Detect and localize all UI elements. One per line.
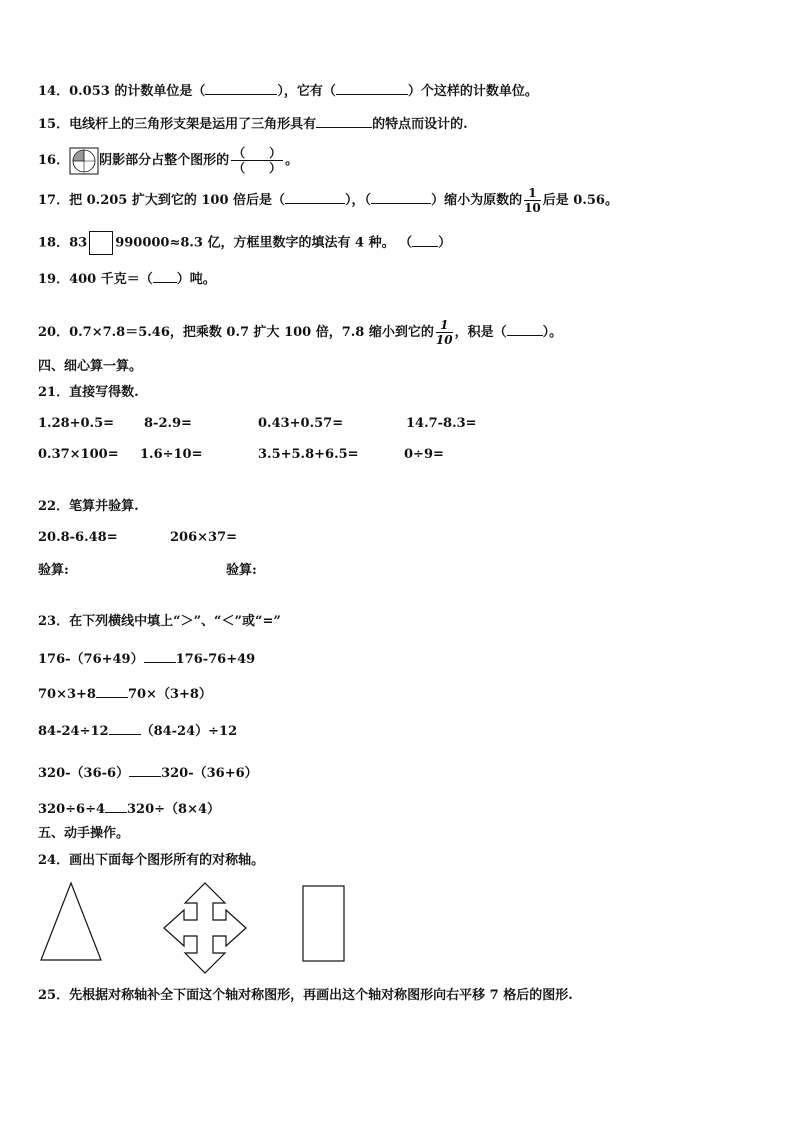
compare-row: 84-24÷12 （84-24）÷12: [38, 724, 238, 739]
compare-blank[interactable]: [129, 764, 161, 777]
rectangle-figure[interactable]: [300, 884, 348, 964]
question-18: 18．83 990000≈8.3 亿，方框里数字的填法有 4 种。 （ ）: [38, 231, 451, 256]
compare-row: 320-（36-6） 320-（36+6）: [38, 766, 258, 781]
calc-item: 3.5+5.8+6.5=: [258, 447, 359, 462]
compare-blank[interactable]: [144, 650, 176, 663]
digit-box[interactable]: [89, 231, 113, 255]
question-22: 22．笔算并验算.: [38, 499, 139, 514]
calc-item: 14.7-8.3=: [406, 416, 477, 431]
calc-item: 0.43+0.57=: [258, 416, 344, 431]
answer-blank[interactable]: [507, 323, 543, 336]
compare-blank[interactable]: [109, 722, 141, 735]
answer-blank[interactable]: [412, 234, 438, 247]
section-heading: 四、细心算一算。: [38, 359, 143, 374]
question-20: 20．0.7×7.8＝5.46，把乘数 0.7 扩大 100 倍，7.8 缩小到它的 $\frac{1}{10}$ ，积是（ ）。: [38, 318, 563, 347]
question-16: 16． 阴影部分占整个图形的 $\frac{( )}{( )}$ 。: [38, 146, 299, 175]
compare-row: 70×3+8 70×（3+8）: [38, 687, 212, 702]
question-24: 24．画出下面每个图形所有的对称轴。: [38, 853, 265, 868]
answer-blank[interactable]: [336, 82, 408, 95]
answer-blank[interactable]: [316, 115, 372, 128]
question-23: 23．在下列横线中填上“＞”、“＜”或“=”: [38, 614, 281, 629]
answer-blank[interactable]: [371, 191, 431, 204]
compare-row: 176-（76+49） 176-76+49: [38, 652, 256, 667]
compare-blank[interactable]: [96, 685, 128, 698]
question-19: 19．400 千克＝（ ）吨。: [38, 272, 216, 287]
answer-blank[interactable]: [153, 270, 177, 283]
question-25: 25．先根据对称轴补全下面这个轴对称图形，再画出这个轴对称图形向右平移 7 格后的图形.: [38, 988, 573, 1003]
compare-row: 320÷6÷4 320÷（8×4）: [38, 802, 221, 817]
shaded-circle-figure: [69, 147, 99, 175]
compare-blank[interactable]: [105, 800, 127, 813]
calc-item: 1.28+0.5=: [38, 416, 115, 431]
question-21: 21．直接写得数.: [38, 385, 139, 400]
four-arrow-figure[interactable]: [160, 880, 250, 976]
answer-blank[interactable]: [205, 82, 277, 95]
answer-blank[interactable]: [285, 191, 345, 204]
check-label: 验算:: [38, 563, 69, 578]
check-label: 验算:: [226, 563, 257, 578]
calc-item: 1.6÷10=: [140, 447, 203, 462]
fraction: $\frac{( )}{( )}$: [233, 146, 282, 175]
question-14: 14．0.053 的计数单位是（ ），它有（ ）个这样的计数单位。: [38, 84, 538, 99]
fraction: $\frac{1}{10}$: [524, 186, 541, 215]
fraction: $\frac{1}{10}$: [435, 318, 453, 347]
calc-item: 8-2.9=: [144, 416, 192, 431]
calc-item: 0÷9=: [404, 447, 444, 462]
calc-item: 0.37×100=: [38, 447, 119, 462]
question-17: 17．把 0.205 扩大到它的 100 倍后是（ ），（ ）缩小为原数的 $\frac{1}{10}$ 后是 0.56。: [38, 186, 618, 215]
question-15: 15．电线杆上的三角形支架是运用了三角形具有 的特点而设计的.: [38, 117, 468, 132]
triangle-figure[interactable]: [38, 880, 104, 964]
section-heading: 五、动手操作。: [38, 826, 130, 841]
calc-item: 20.8-6.48=: [38, 530, 118, 545]
calc-item: 206×37=: [170, 530, 238, 545]
